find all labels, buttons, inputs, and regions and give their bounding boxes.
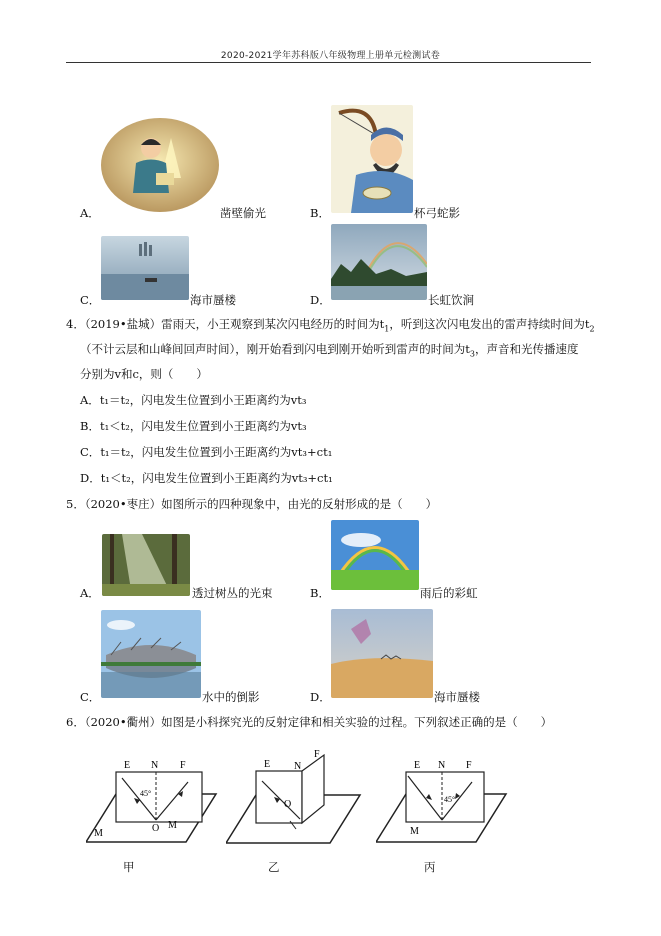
- q5-option-a-letter: A．: [80, 586, 100, 600]
- q3-option-c-letter: C．: [80, 293, 101, 307]
- q3-option-b-caption: 杯弓蛇影: [414, 206, 460, 220]
- stadium-reflection-photo: [101, 610, 201, 698]
- fig-bing-label-e: E: [414, 760, 421, 771]
- q4-sub3: 3: [469, 349, 475, 359]
- q4-line1: 雷雨天，小王观察到某次闪电经历的时间为t: [161, 317, 385, 331]
- q6-source: （2020•衢州）: [84, 715, 162, 729]
- q3-option-b-letter: B．: [310, 206, 330, 220]
- q4-option-d-text: t₁＜t₂，闪电发生位置到小王距离约为vt₃+ct₁: [100, 471, 333, 485]
- header-rule: [66, 62, 591, 63]
- q6-stem-text: 如图是小科探究光的反射定律和相关实验的过程。下列叙述正确的是（ ）: [161, 715, 553, 729]
- bow-and-cup-picture: [331, 105, 413, 213]
- q5-option-c-letter: C．: [80, 690, 101, 704]
- fig-bing-label-f: F: [466, 760, 472, 771]
- q4-option-d-letter: D．: [80, 471, 101, 485]
- figure-yi-reflection-setup: [226, 747, 366, 852]
- fig-yi-label-e: E: [264, 759, 271, 770]
- q4-option-b-text: t₁＜t₂，闪电发生位置到小王距离约为vt₃: [99, 419, 307, 433]
- q4-stem-line1: [66, 317, 595, 336]
- q5-option-d-caption: 海市蜃楼: [434, 690, 480, 704]
- figure-jia-reflection-setup: [86, 752, 226, 852]
- fig-jia-label-f: F: [180, 760, 186, 771]
- q3-option-d-caption: 长虹饮涧: [428, 293, 474, 307]
- fig-jia-angle-label: 45°: [140, 789, 152, 798]
- q4-option-a-text: t₁＝t₂，闪电发生位置到小王距离约为vt₃: [99, 393, 307, 407]
- q4-sub1: 1: [384, 324, 390, 334]
- q4-option-b-letter: B．: [80, 419, 100, 433]
- q5-stem-text: 如图所示的四种现象中，由光的反射形成的是（ ）: [161, 497, 438, 511]
- q4-option-a-letter: A．: [80, 393, 100, 407]
- q4-stem-line2: [80, 342, 578, 361]
- fig-jia-label-e: E: [124, 760, 131, 771]
- q4-line1b: ，听到这次闪电发出的雷声持续时间为t: [389, 317, 590, 331]
- rainbow-over-lake-photo: [331, 224, 427, 300]
- q5-option-d-letter: D．: [310, 690, 331, 704]
- mirage-over-sea-photo: [101, 236, 189, 300]
- q5-option-a-caption: 透过树丛的光束: [192, 586, 273, 600]
- q5-stem: [66, 497, 437, 511]
- figure-bing-reflection-setup: [376, 752, 516, 852]
- q4-stem-line3: 分别为v和c，则（ ）: [80, 367, 208, 381]
- q3-option-a-caption: 凿壁偷光: [220, 206, 266, 220]
- boy-reading-by-light-picture: [101, 118, 219, 213]
- figure-jia-caption: 甲: [123, 860, 135, 874]
- q3-option-d-letter: D．: [310, 293, 331, 307]
- q4-line2: （不计云层和山峰间回声时间），刚开始看到闪电到刚开始听到雷声的时间为t: [80, 342, 470, 356]
- fig-bing-label-m: M: [410, 826, 419, 837]
- q5-option-c-caption: 水中的倒影: [202, 690, 260, 704]
- q4-number: 4．: [66, 317, 85, 331]
- fig-jia-label-m-right: M: [168, 820, 177, 831]
- q4-option-b: [80, 419, 307, 433]
- page-header-title: 2020-2021学年苏科版八年级物理上册单元检测试卷: [220, 51, 441, 61]
- fig-yi-label-o: O: [284, 799, 292, 810]
- fig-yi-label-f: F: [314, 749, 320, 760]
- light-through-trees-photo: [102, 534, 190, 596]
- q4-option-c-letter: C．: [80, 445, 101, 459]
- q4-sub2: 2: [589, 324, 595, 334]
- q4-line2b: ，声音和光传播速度: [474, 342, 579, 356]
- q6-number: 6．: [66, 715, 85, 729]
- q3-option-c-caption: 海市蜃楼: [190, 293, 236, 307]
- fig-jia-label-m-left: M: [94, 828, 103, 839]
- q5-number: 5．: [66, 497, 85, 511]
- rainbow-over-grass-photo: [331, 520, 419, 590]
- q4-option-c: [80, 445, 332, 459]
- fig-bing-angle-label: 45°: [444, 795, 456, 804]
- fig-jia-label-n: N: [151, 760, 159, 771]
- figure-bing-caption: 丙: [424, 860, 436, 874]
- q4-option-c-text: t₁＝t₂，闪电发生位置到小王距离约为vt₃+ct₁: [100, 445, 333, 459]
- fig-jia-label-o: O: [152, 823, 160, 834]
- q4-source: （2019•盐城）: [84, 317, 162, 331]
- q5-source: （2020•枣庄）: [84, 497, 162, 511]
- q3-option-a-letter: A．: [80, 206, 100, 220]
- desert-mirage-photo: [331, 609, 433, 698]
- q5-option-b-letter: B．: [310, 586, 330, 600]
- q5-option-b-caption: 雨后的彩虹: [420, 586, 478, 600]
- fig-bing-label-n: N: [438, 760, 446, 771]
- fig-yi-label-n: N: [294, 761, 302, 772]
- q6-stem: [66, 715, 552, 729]
- q4-option-a: [80, 393, 307, 407]
- q4-option-d: [80, 471, 333, 485]
- figure-yi-caption: 乙: [268, 860, 280, 874]
